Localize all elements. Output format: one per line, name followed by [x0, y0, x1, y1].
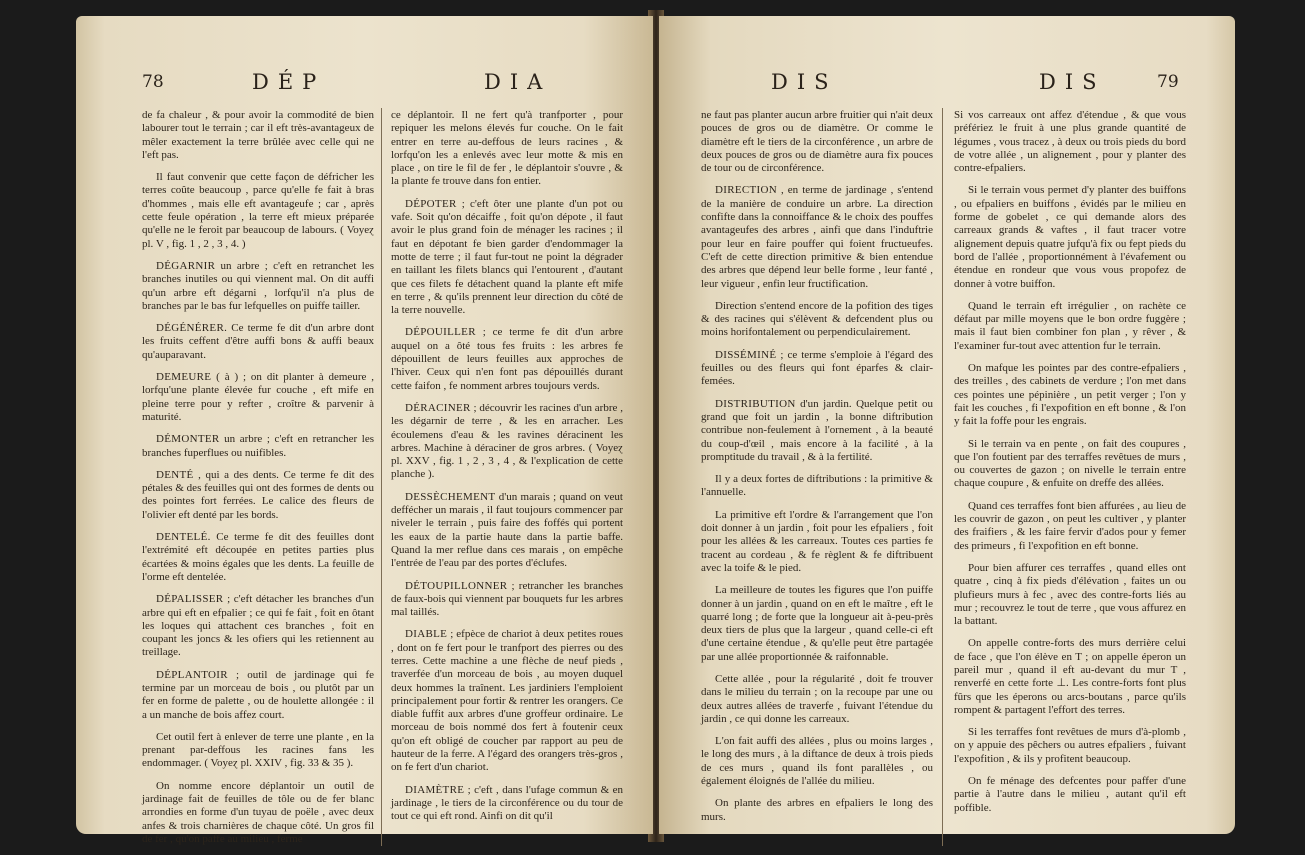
dictionary-paragraph [142, 731, 374, 771]
dictionary-paragraph [142, 593, 374, 659]
dictionary-paragraph [954, 300, 1186, 353]
entry-text: Quand ces terraffes font bien affurées , au lieu de les couvrir de gazon , on peut les cultiver , y planter des fraifiers , & les faire fervir d'ados pour y femer des primeurs , fi l'expofition en eft bonne. [954, 499, 1186, 552]
left-page [76, 16, 653, 845]
dictionary-paragraph [701, 300, 933, 340]
entry-text: un arbre ; c'eft en retrancher les branches fuperflues ou nuifibles. [142, 433, 374, 459]
running-head-last-word: DIS [1039, 70, 1106, 94]
entry-text: un arbre ; c'eft en retranchet les branches inutiles ou qui viennent mal. On dit auffi qu'un arbre eft dégarni , lorfqu'il n'a plus de branches par le bas fur lefquelles on puiffe tailler. [142, 259, 374, 312]
dictionary-paragraph [954, 637, 1186, 717]
dictionary-paragraph [701, 184, 933, 290]
dictionary-paragraph [954, 775, 1186, 815]
entry-headword: DISTRIBUTION [715, 397, 796, 410]
dictionary-paragraph [954, 500, 1186, 553]
entry-text: ne faut pas planter aucun arbre fruitier qui n'ait deux pouces de gros ou de diamètre. Or comme le diamètre eft le tiers de la circonférence , un arbre de deux pouces de gros ou de diamètre aura fix pouces de tour ou de circonférence. [701, 109, 933, 175]
dictionary-paragraph [701, 584, 933, 664]
dictionary-paragraph [954, 726, 1186, 766]
dictionary-paragraph [391, 402, 623, 482]
entry-headword: DENTELÉ. [156, 531, 211, 544]
entry-text: On nomme encore déplantoir un outil de jardinage fait de feuilles de tôle ou de fer blanc arrondies en forme d'un tuyau de poële , avec deux anfes & trois charnières de chaque côté. Un gros fil de fer , qu'on paffe au milieu , ferme [142, 779, 374, 845]
entry-headword: DESSÈCHEMENT [405, 490, 496, 503]
right-page [659, 16, 1235, 834]
entry-text: Direction s'entend encore de la pofition des tiges & des racines qui s'élèvent & defcendent plus ou moins horifontalement ou perpendiculairement. [701, 299, 933, 339]
entry-headword: DEMEURE [156, 371, 212, 384]
dictionary-paragraph [701, 797, 933, 824]
entry-text: ; c'eft détacher les branches d'un arbre qui eft en efpalier ; ce qui fe fait , foit en ôtant les loques qui attachent ces branches , foit en coupant les joncs & les ofiers qui les retiennent au treillage. [142, 593, 374, 659]
entry-text: Si le terrain vous permet d'y planter des buiffons , ou efpaliers en buiffons , évidés par le milieu en forme de gobelet , ce qui demande alors des carreaux grands & vaftes , il faut tracer votre alignement depuis quatre jufqu'à fix ou fept pieds du bord de l'allée , proportionnément à l'évafement ou étendue en rondeur que vous vous propofez de donner à votre buiffon. [954, 184, 1186, 290]
dictionary-paragraph [142, 109, 374, 162]
entry-text: de fa chaleur , & pour avoir la commodité de bien labourer tout le terrain ; car il eft très-avantageux de mêler exactement la terre brûlée avec celle qui ne l'eft pas. [142, 109, 374, 161]
entry-text: Il faut convenir que cette façon de défricher les terres coûte beaucoup , parce qu'elle fe fait à bras d'hommes , mais elle eft avantageufe ; car , après cette feule opération , la terre eft mieux préparée qu'elle ne le feroit par beaucoup de labours. ( Voyeɀ pl. V , fig. 1 , 2 , 3 , 4. ) [142, 171, 374, 250]
running-head-first-word: DIS [771, 70, 838, 94]
dictionary-paragraph [954, 562, 1186, 628]
entry-text: L'on fait auffi des allées , plus ou moins larges , le long des murs , à la diftance de deux à trois pieds de ces murs , quand ils font parallèles , ou également éloignés de l'allée du milieu. [701, 735, 933, 788]
entry-text: ce déplantoir. Il ne fert qu'à tranfporter , pour repiquer les melons élevés fur couche. On le fait entrer en terre au-deffous de leurs racines , & lorfqu'on les a enlevés avec leur motte & mis en place , on tire le fil de fer , le déplantoir s'ouvre , & la plante fe trouve dans fon entier. [391, 109, 623, 188]
entry-text: Ce terme fe dit d'un arbre dont les fruits ceffent d'être auffi bons & auffi beaux qu'auparavant. [142, 322, 374, 361]
entry-text: ( à ) ; on dit planter à demeure , lorfqu'une plante élevée fur couche , eft mife en pleine terre pour y refter , croître & parvenir à maturité. [142, 371, 374, 423]
entry-text: ; c'eft ôter une plante d'un pot ou vafe. Soit qu'on décaiffe , foit qu'on dépote , il faut avoir le plus grand foin de ménager les racines ; il faut en dépotant fe bien garder d'endommager la motte de terre ; il faut fur-tout ne point la dégrader en taillant les filets blancs qui l'entourent , d'autant que ces filets fe détachent quand la plante eft mife en terre , & qu'ils prennent leur direction du côté de la terre nouvelle. [391, 197, 623, 317]
entry-text: ; c'eft , dans l'ufage commun & en jardinage , le tiers de la circonférence ou du tour de tout ce qui eft rond. Ainfi on dit qu'il [391, 783, 623, 823]
column-rule [942, 108, 943, 846]
dictionary-paragraph [391, 580, 623, 620]
entry-text: Il y a deux fortes de diftributions : la primitive & l'annuelle. [701, 473, 933, 499]
running-head-last-word: DIA [484, 70, 552, 94]
entry-headword: DISSÉMINÉ [715, 348, 777, 361]
entry-text: Cet outil fert à enlever de terre une plante , en la prenant par-deffous les racines fans les endommager. ( Voyeɀ pl. XXIV , fig. 33 & 35 ). [142, 730, 374, 770]
entry-headword: DÉPOUILLER [405, 326, 476, 339]
dictionary-paragraph [701, 509, 933, 575]
dictionary-paragraph [701, 349, 933, 389]
dictionary-paragraph [142, 322, 374, 362]
entry-text: La meilleure de toutes les figures que l'on puiffe donner à un jardin , quand on en eft le maître , eft le quarré long ; de forte que la longueur ait à-peu-près deux tiers de plus que la largeur , quand celle-ci eft d'une certaine étendue , & qu'elle peut être partagée par une allée proportionnée & raifonnable. [701, 584, 933, 663]
entry-text: Ce terme fe dit des feuilles dont l'extrémité eft découpée en petites parties plus écartées & moins égales que les dents. La feuille de l'orme eft dentelée. [142, 531, 374, 583]
right-page-column-2 [954, 109, 1186, 824]
dictionary-paragraph [701, 735, 933, 788]
dictionary-paragraph [142, 260, 374, 313]
running-head-first-word: DÉP [252, 70, 326, 94]
dictionary-paragraph [954, 109, 1186, 175]
entry-text: d'un marais ; quand on veut deffécher un marais , il faut toujours commencer par niveler le terrain , puis faire des foffés qui portent les eaux de la partie haute dans la partie baffe. Quand la mer reflue dans ces marais , on empêche l'entrée de l'eau par des portes d'éclufes. [391, 490, 623, 570]
entry-text: Si le terrain va en pente , on fait des coupures , que l'on foutient par des terraffes revêtues de murs , ou couvertes de gazon ; on nivelle le terrain entre chaque coupure , & enfuite on dreffe des allées. [954, 437, 1186, 490]
entry-headword: DENTÉ [156, 468, 194, 481]
dictionary-paragraph [142, 669, 374, 722]
dictionary-paragraph [391, 628, 623, 774]
page-number: 79 [1157, 72, 1179, 92]
dictionary-paragraph [391, 109, 623, 189]
dictionary-paragraph [142, 433, 374, 460]
entry-headword: DÉPLANTOIR [156, 668, 228, 681]
column-rule [381, 108, 382, 846]
entry-text: On plante des arbres en efpaliers le long des murs. [701, 797, 933, 823]
entry-headword: DÉPOTER [405, 197, 457, 210]
dictionary-paragraph [701, 673, 933, 726]
dictionary-paragraph [142, 371, 374, 424]
dictionary-paragraph [142, 171, 374, 251]
right-page-header [659, 70, 1235, 110]
dictionary-paragraph [954, 184, 1186, 290]
dictionary-paragraph [391, 326, 623, 392]
entry-text: La primitive eft l'ordre & l'arrangement que l'on doit donner à un jardin , foit pour les efpaliers , foit pour les allées & les carreaux. Toutes ces parties fe tracent au cordeau , & fe règlent & fe diftribuent avec la toife & le pied. [701, 508, 933, 574]
entry-headword: DÉGÉNÉRER. [156, 322, 228, 335]
dictionary-paragraph [142, 531, 374, 584]
entry-text: On appelle contre-forts des murs derrière celui de face , que l'on élève en T ; on appelle éperon un pareil mur , quand il eft au-devant du mur T , renverfé en cette forte ⊥. Les contre-forts font plus fûrs que les éperons ou arcs-boutans , parce qu'ils rompent & partagent l'effort des terres. [954, 637, 1186, 716]
entry-text: Si vos carreaux ont affez d'étendue , & que vous préfériez le fruit à une plus grande quantité de légumes , vous tracez , à deux ou trois pieds du bord de votre allée , un alignement , pour y planter des contre-efpaliers. [954, 109, 1186, 175]
dictionary-paragraph [954, 362, 1186, 428]
entry-text: Pour bien affurer ces terraffes , quand elles ont quatre , cinq à fix pieds d'élévation , faites un ou plufieurs murs à fec , avec des contre-forts liés au mur ; recouvrez le tout de terre , que vous affurez en la battant. [954, 561, 1186, 628]
left-page-column-2 [391, 109, 623, 833]
entry-text: On mafque les pointes par des contre-efpaliers , des treilles , des cabinets de verdure ; l'on met dans ces pointes une pépinière , un petit verger ; l'on y fait les couches , fi l'expofition en eft bonne , & l'on y fait la foffe pour les engrais. [954, 362, 1186, 428]
entry-text: Si les terraffes font revêtues de murs d'à-plomb , on y appuie des pêchers ou autres efpaliers , fuivant l'expofition , & ils y profitent beaucoup. [954, 726, 1186, 765]
right-page-column-1 [701, 109, 933, 833]
entry-headword: DÉRACINER [405, 401, 471, 414]
dictionary-paragraph [701, 398, 933, 464]
page-number: 78 [142, 72, 164, 92]
entry-text: ; outil de jardinage qui fe termine par un morceau de bois , ou plutôt par un fer en forme de palette , ou de houlette allongée : il a un manche de bois affez court. [142, 668, 374, 721]
entry-text: Cette allée , pour la régularité , doit fe trouver dans le milieu du terrain ; on la recoupe par une ou deux autres allées de traverfe , fuivant l'étendue du jardin , ce qui donne les carreaux. [701, 672, 933, 725]
dictionary-paragraph [391, 784, 623, 824]
entry-headword: DÉPALISSER [156, 593, 224, 606]
dictionary-paragraph [142, 469, 374, 522]
entry-headword: DIABLE [405, 628, 448, 641]
entry-headword: DÉGARNIR [156, 259, 216, 272]
entry-text: ; découvrir les racines d'un arbre , les dégarnir de terre , & les en arracher. Les écoulemens d'eau & les ravines déracinent les arbres. Machine à déraciner de gros arbres. ( Voyeɀ pl. XXV , fig. 1 , 2 , 3 , 4 , & l'explication de cette planche ). [391, 401, 623, 481]
dictionary-paragraph [954, 438, 1186, 491]
left-page-column-1 [142, 109, 374, 855]
dictionary-paragraph [391, 198, 623, 318]
entry-headword: DIAMÈTRE [405, 783, 465, 796]
entry-text: d'un jardin. Quelque petit ou grand que foit un jardin , la bonne diftribution contribue non-feulement à l'ornement , à la beauté du coup-d'œil , mais encore à la facilité , à la promptitude du travail , & à la fertilité. [701, 397, 933, 463]
entry-text: ; efpèce de chariot à deux petites roues , dont on fe fert pour le tranfport des pierres ou des terres. Cette machine a une flèche de neuf pieds , traverfée d'un morceau de bois , au moyen duquel deux hommes la traînent. Les jardiniers l'emploient principalement pour fortir & rentrer les orangers. Ce diable fuffit aux arbres d'une groffeur ordinaire. Le morceau de bois nommé dos fert à foutenir ceux qu'on eft obligé de coucher par rapport au peu de hauteur de la ferre. A l'égard des orangers très-gros , on fe fert d'un chariot. [391, 628, 623, 774]
left-page-header [76, 70, 653, 110]
dictionary-paragraph [701, 473, 933, 500]
entry-text: ; ce terme fe dit d'un arbre auquel on a ôté tous fes fruits : les arbres fe dépouillent de leurs feuilles aux approches de l'hiver. Ceux qui n'en font pas dépouillés durant cette faifon , fe nomment arbres toujours verds. [391, 326, 623, 392]
entry-text: , qui a des dents. Ce terme fe dit des pétales & des feuilles qui ont des formes de dents ou des pointes fort ferrées. Le calice des fleurs de l'olivier eft denté par les bords. [142, 468, 374, 521]
dictionary-paragraph [142, 780, 374, 846]
dictionary-paragraph [701, 109, 933, 175]
entry-headword: DÉMONTER [156, 433, 220, 446]
entry-text: Quand le terrain eft irrégulier , on rachète ce défaut par mille moyens que le bon ordre fuggère ; mais il faut bien combiner fon plan , y rêver , & l'examiner fur-tout avec attention fur le terrain. [954, 299, 1186, 352]
entry-headword: DÉTOUPILLONNER [405, 579, 508, 592]
entry-headword: DIRECTION [715, 184, 777, 197]
entry-text: ; ce terme s'emploie à l'égard des feuilles ou des fleurs qui font éparfes & clair-femées. [701, 348, 933, 388]
entry-text: On fe ménage des defcentes pour paffer d'une partie à l'autre dans le milieu , autant qu'il eft poffible. [954, 775, 1186, 814]
dictionary-paragraph [391, 491, 623, 571]
entry-text: , en terme de jardinage , s'entend de la manière de conduire un arbre. La direction confifte dans la connoiffance & le choix des pouffes avantageufes des arbres , ainfi que dans l'induftrie pour leur en faire pouffer qui foient fructueufes. C'eft de cette direction primitive & bien entendue des arbres que dépend leur belle forme , leur fanté , leur vigueur , enfin leur fructification. [701, 184, 933, 290]
entry-text: ; retrancher les branches de faux-bois qui viennent par bouquets fur les arbres mal taillés. [391, 579, 623, 619]
